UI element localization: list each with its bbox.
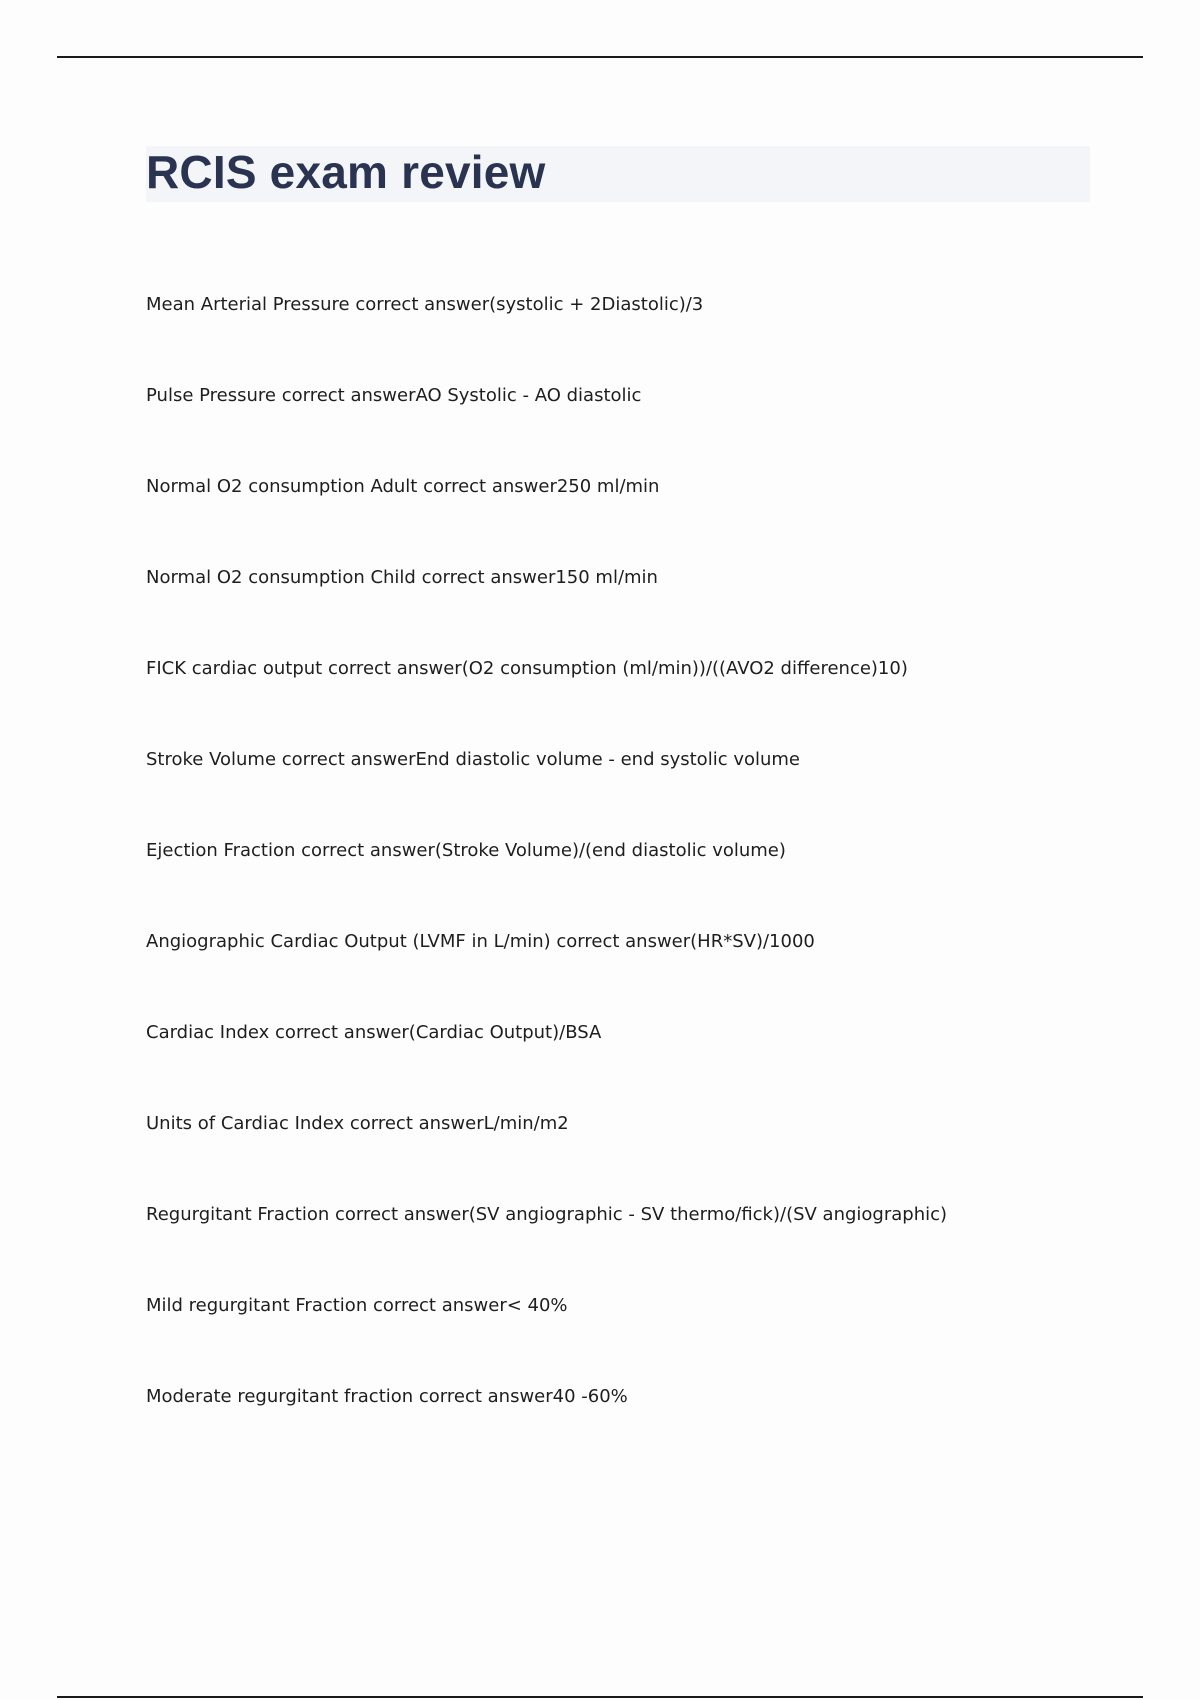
qa-term: Ejection Fraction [146, 840, 296, 861]
qa-term: Angiographic Cardiac Output (LVMF in L/min) [146, 931, 551, 952]
qa-separator: correct answer [367, 1295, 507, 1316]
qa-list [146, 290, 1106, 1473]
qa-answer: (Stroke Volume)/(end diastolic volume) [434, 840, 786, 861]
qa-answer: (systolic + 2Diastolic)/3 [489, 294, 704, 315]
qa-separator: correct answer [295, 840, 435, 861]
qa-term: FICK cardiac output [146, 658, 323, 679]
qa-item-cardiac-index [146, 1018, 1106, 1109]
qa-item-moderate-regurgitant-fraction [146, 1382, 1106, 1473]
qa-separator: correct answer [344, 1113, 484, 1134]
qa-answer: 250 ml/min [556, 476, 660, 497]
qa-term: Units of Cardiac Index [146, 1113, 345, 1134]
qa-answer: AO Systolic - AO diastolic [415, 385, 642, 406]
qa-separator: correct answer [276, 749, 416, 770]
qa-answer: End diastolic volume - end systolic volume [415, 749, 801, 770]
qa-answer: 40 -60% [552, 1386, 628, 1407]
qa-term: Regurgitant Fraction [146, 1204, 330, 1225]
qa-separator: correct answer [322, 658, 462, 679]
qa-item-o2-consumption-child [146, 563, 1106, 654]
qa-answer: < 40% [506, 1295, 568, 1316]
qa-separator: correct answer [413, 1386, 553, 1407]
qa-separator: correct answer [349, 294, 490, 315]
qa-answer: (HR*SV)/1000 [690, 931, 815, 952]
qa-separator: correct answer [550, 931, 691, 952]
qa-term: Moderate regurgitant fraction [146, 1386, 414, 1407]
qa-answer: 150 ml/min [555, 567, 658, 588]
qa-item-mean-arterial-pressure [146, 290, 1106, 381]
qa-item-pulse-pressure [146, 381, 1106, 472]
qa-item-angiographic-cardiac-output [146, 927, 1106, 1018]
qa-item-ejection-fraction [146, 836, 1106, 927]
qa-term: Stroke Volume [146, 749, 277, 770]
qa-term: Mean Arterial Pressure [146, 294, 350, 315]
qa-separator: correct answer [269, 1022, 409, 1043]
qa-item-stroke-volume [146, 745, 1106, 836]
qa-separator: correct answer [329, 1204, 469, 1225]
qa-item-mild-regurgitant-fraction [146, 1291, 1106, 1382]
qa-separator: correct answer [417, 476, 557, 497]
qa-term: Cardiac Index [146, 1022, 270, 1043]
bottom-rule [57, 1696, 1143, 1698]
qa-term: Normal O2 consumption Adult [146, 476, 418, 497]
qa-answer: L/min/m2 [483, 1113, 569, 1134]
qa-answer: (SV angiographic - SV thermo/fick)/(SV angiographic) [468, 1204, 948, 1225]
qa-separator: correct answer [415, 567, 556, 588]
qa-item-o2-consumption-adult [146, 472, 1106, 563]
qa-item-regurgitant-fraction [146, 1200, 1106, 1291]
qa-term: Normal O2 consumption Child [146, 567, 416, 588]
qa-term: Mild regurgitant Fraction [146, 1295, 368, 1316]
qa-item-units-cardiac-index [146, 1109, 1106, 1200]
qa-separator: correct answer [275, 385, 416, 406]
qa-answer: (O2 consumption (ml/min))/((AVO2 difference)10) [461, 658, 908, 679]
qa-term: Pulse Pressure [146, 385, 276, 406]
document-title: RCIS exam review [146, 146, 546, 198]
qa-item-fick-cardiac-output [146, 654, 1106, 745]
qa-answer: (Cardiac Output)/BSA [408, 1022, 602, 1043]
top-rule [57, 56, 1143, 58]
